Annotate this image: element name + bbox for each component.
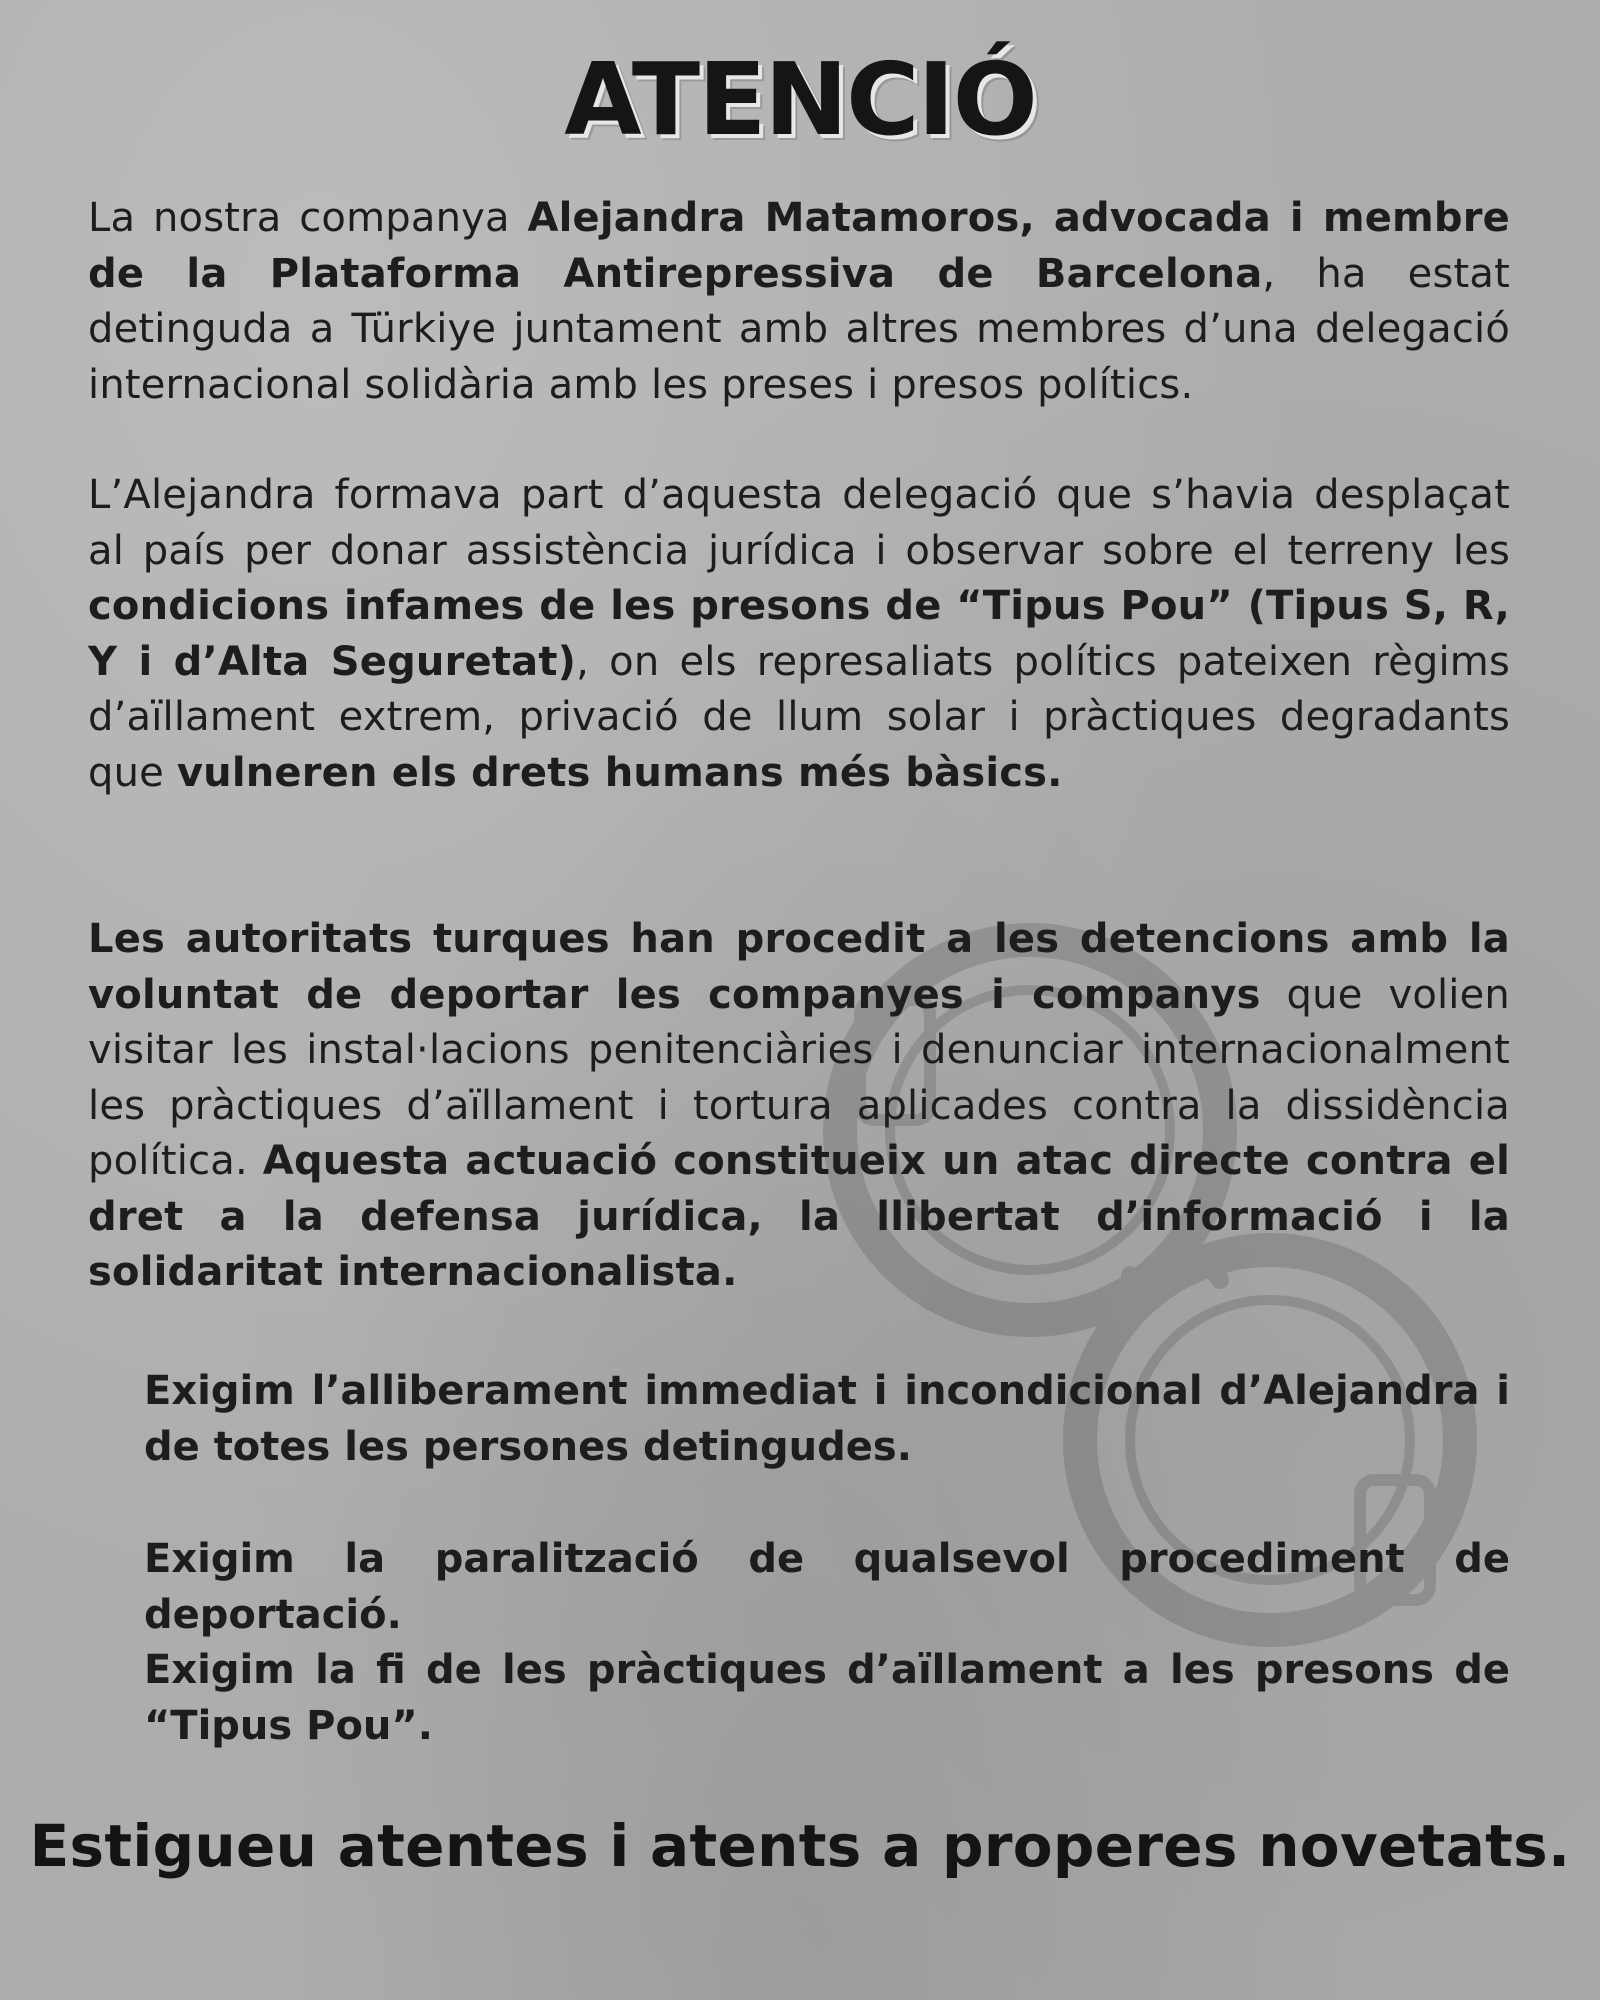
paragraph-text: , ha estat detinguda a Türkiye juntament amb altres membres d’una delegació internacional solidària amb les preses i presos polítics. bbox=[88, 250, 1510, 408]
demand-item: Exigim l’alliberament immediat i incondicional d’Alejandra i de totes les persones detingudes. bbox=[144, 1368, 1510, 1470]
paragraph-detention bbox=[88, 191, 1510, 413]
paragraph-bold-text: Alejandra Matamoros, advocada i membre de la Plataforma Antirepressiva de Barcelona bbox=[88, 195, 1511, 297]
paragraph-bold-text: vulneren els drets humans més bàsics. bbox=[176, 749, 1063, 796]
paragraph-text: La nostra companya bbox=[88, 195, 528, 241]
paragraph-bold-text: Les autoritats turques han procedit a les detencions amb la voluntat de deportar les companyes i companys bbox=[88, 916, 1510, 1018]
paragraph-text: , on els represaliats polítics pateixen règims d’aïllament extrem, privació de llum solar i pràctiques degradants que bbox=[88, 638, 1510, 796]
paragraph-text: L’Alejandra formava part d’aquesta delegació que s’havia desplaçat al país per donar assistència jurídica i observar sobre el terreny les bbox=[88, 472, 1510, 574]
demand-item: Exigim la paralització de qualsevol procediment de deportació. bbox=[144, 1536, 1510, 1638]
paragraph-bold-text: condicions infames de les presons de “Tipus Pou” (Tipus S, R, Y i d’Alta Seguretat) bbox=[88, 583, 1510, 685]
paragraph-bold-text: Aquesta actuació constitueix un atac directe contra el dret a la defensa jurídica, la llibertat d’informació i la solidaritat internacionalista. bbox=[88, 1138, 1510, 1295]
demand-item: Exigim la fi de les pràctiques d’aïllament a les presons de “Tipus Pou”. bbox=[144, 1647, 1510, 1749]
closing-message: Estigueu atentes i atents a properes novetats. bbox=[29, 1812, 1571, 1880]
paragraph-text: que volien visitar les instal·lacions penitenciàries i denunciar internacionalment les pràctiques d’aïllament i tortura aplicades contra la dissidència política. bbox=[88, 971, 1510, 1184]
paragraph-authorities bbox=[88, 912, 1510, 1301]
page-title: ATENCIÓ bbox=[564, 41, 1036, 158]
paragraph-delegation bbox=[88, 468, 1510, 801]
